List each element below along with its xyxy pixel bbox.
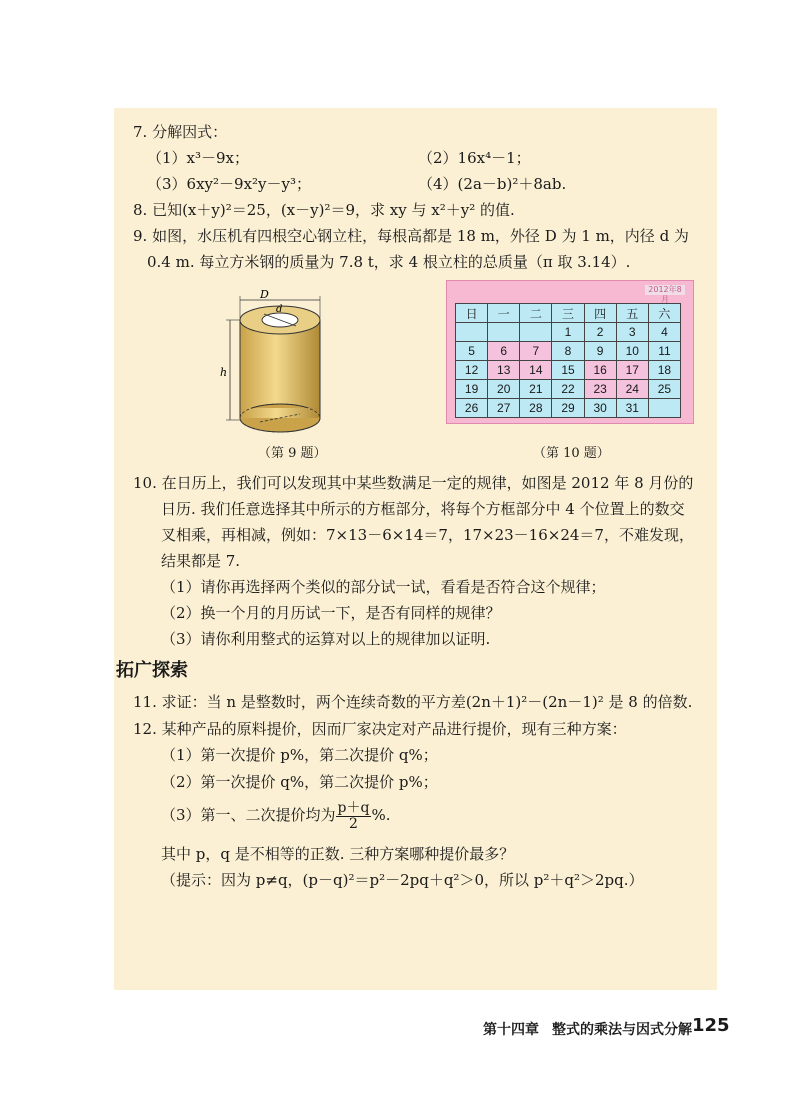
q9-line-1: 9. 如图，水压机有四根空心钢立柱，每根高都是 18 m，外径 D 为 1 m，内径 d 为 — [133, 227, 689, 245]
q12-hint: （提示：因为 p≠q，(p－q)²＝p²－2pq＋q²＞0，所以 p²＋q²＞2pq.） — [161, 871, 644, 889]
calendar-header-cell: 三 — [552, 304, 584, 323]
q10-line-4: 结果都是 7. — [161, 552, 241, 570]
calendar-day-cell — [520, 323, 552, 342]
q10-sub-3: （3）请你利用整式的运算对以上的规律加以证明. — [161, 630, 491, 648]
q12-line-5: 其中 p，q 是不相等的正数. 三种方案哪种提价最多？ — [161, 845, 515, 863]
calendar-header-cell: 二 — [520, 304, 552, 323]
calendar-day-cell — [648, 399, 680, 418]
q12-sub-2: （2）第一次提价 q%，第二次提价 p%； — [161, 773, 438, 791]
q10-line-2: 日历. 我们任意选择其中所示的方框部分，将每个方框部分中 4 个位置上的数交 — [161, 500, 685, 518]
fraction — [336, 801, 372, 832]
calendar-grid — [455, 303, 681, 418]
q8-text: 8. 已知(x＋y)²＝25，(x－y)²＝9，求 xy 与 x²＋y² 的值. — [133, 201, 515, 219]
q10-sub-2: （2）换一个月的月历试一下，是否有同样的规律？ — [161, 604, 501, 622]
calendar-day-cell: 23 — [584, 380, 616, 399]
q12-line-1: 12. 某种产品的原料提价，因而厂家决定对产品进行提价，现有三种方案： — [133, 720, 627, 738]
calendar-day-cell: 18 — [648, 361, 680, 380]
calendar-day-cell: 3 — [616, 323, 648, 342]
q12-sub-3-prefix: （3）第一、二次提价均为 — [161, 806, 336, 824]
calendar-day-cell: 29 — [552, 399, 584, 418]
calendar-day-cell: 26 — [456, 399, 488, 418]
calendar-header-cell: 日 — [456, 304, 488, 323]
calendar-row — [456, 323, 681, 342]
label-D: D — [260, 290, 269, 301]
fraction-denominator: 2 — [349, 815, 358, 832]
calendar-day-cell: 12 — [456, 361, 488, 380]
calendar-day-cell: 13 — [488, 361, 520, 380]
q11-text: 11. 求证：当 n 是整数时，两个连续奇数的平方差(2n＋1)²－(2n－1)² 是 8 的倍数. — [133, 693, 693, 711]
calendar-day-cell — [488, 323, 520, 342]
calendar-day-cell: 10 — [616, 342, 648, 361]
q7-part-3: （3）6xy²－9x²y－y³； — [147, 175, 312, 193]
q9-line-2: 0.4 m. 每立方米钢的质量为 7.8 t，求 4 根立柱的总质量（π 取 3.14）. — [147, 253, 631, 271]
calendar-day-cell: 31 — [616, 399, 648, 418]
q7-part-4: （4）(2a－b)²＋8ab. — [418, 175, 567, 193]
calendar-day-cell: 27 — [488, 399, 520, 418]
calendar-title: 2012年8月 — [645, 285, 685, 295]
calendar-day-cell: 22 — [552, 380, 584, 399]
calendar-day-cell: 19 — [456, 380, 488, 399]
calendar-day-cell: 4 — [648, 323, 680, 342]
calendar-day-cell: 2 — [584, 323, 616, 342]
calendar-day-cell: 6 — [488, 342, 520, 361]
calendar-day-cell — [456, 323, 488, 342]
calendar-header-cell: 六 — [648, 304, 680, 323]
q12-sub-3 — [161, 797, 391, 833]
calendar-header-cell: 一 — [488, 304, 520, 323]
calendar-row — [456, 361, 681, 380]
figure-9-caption: （第 9 题） — [258, 446, 327, 461]
q7-title: 7. 分解因式： — [133, 123, 228, 141]
calendar-day-cell: 9 — [584, 342, 616, 361]
calendar-day-cell: 8 — [552, 342, 584, 361]
calendar-day-cell: 16 — [584, 361, 616, 380]
q7-part-2: （2）16x⁴－1； — [418, 149, 531, 167]
calendar-row — [456, 342, 681, 361]
calendar-day-cell: 5 — [456, 342, 488, 361]
calendar-day-cell: 30 — [584, 399, 616, 418]
calendar-day-cell: 28 — [520, 399, 552, 418]
q12-sub-3-suffix: %. — [371, 806, 391, 824]
calendar-header-cell: 四 — [584, 304, 616, 323]
q12-sub-1: （1）第一次提价 p%，第二次提价 q%； — [161, 746, 438, 764]
footer-title: 整式的乘法与因式分解 — [552, 1022, 692, 1038]
calendar-day-cell: 15 — [552, 361, 584, 380]
label-h: h — [220, 366, 228, 379]
q7-part-1: （1）x³－9x； — [147, 149, 250, 167]
footer-chapter: 第十四章 — [483, 1022, 539, 1038]
calendar-header-cell: 五 — [616, 304, 648, 323]
figure-10-caption: （第 10 题） — [533, 446, 610, 461]
label-d: d — [276, 304, 283, 315]
calendar-day-cell: 7 — [520, 342, 552, 361]
calendar-day-cell: 14 — [520, 361, 552, 380]
calendar-figure — [446, 280, 694, 424]
calendar-day-cell: 20 — [488, 380, 520, 399]
q10-sub-1: （1）请你再选择两个类似的部分试一试，看看是否符合这个规律； — [161, 578, 606, 596]
calendar-day-cell: 25 — [648, 380, 680, 399]
calendar-day-cell: 21 — [520, 380, 552, 399]
calendar-row — [456, 380, 681, 399]
calendar-day-cell: 11 — [648, 342, 680, 361]
section-heading: 拓广探索 — [116, 660, 188, 681]
page-number: 125 — [692, 1015, 730, 1036]
calendar-row — [456, 399, 681, 418]
q10-line-1: 10. 在日历上，我们可以发现其中某些数满足一定的规律，如图是 2012 年 8 月份的 — [133, 474, 694, 492]
calendar-day-cell: 1 — [552, 323, 584, 342]
calendar-day-cell: 24 — [616, 380, 648, 399]
q10-line-3: 叉相乘，再相减，例如：7×13－6×14＝7，17×23－16×24＝7，不难发现， — [161, 526, 694, 544]
hollow-cylinder-figure — [220, 290, 340, 440]
calendar-day-cell: 17 — [616, 361, 648, 380]
fraction-numerator: p＋q — [337, 799, 370, 816]
